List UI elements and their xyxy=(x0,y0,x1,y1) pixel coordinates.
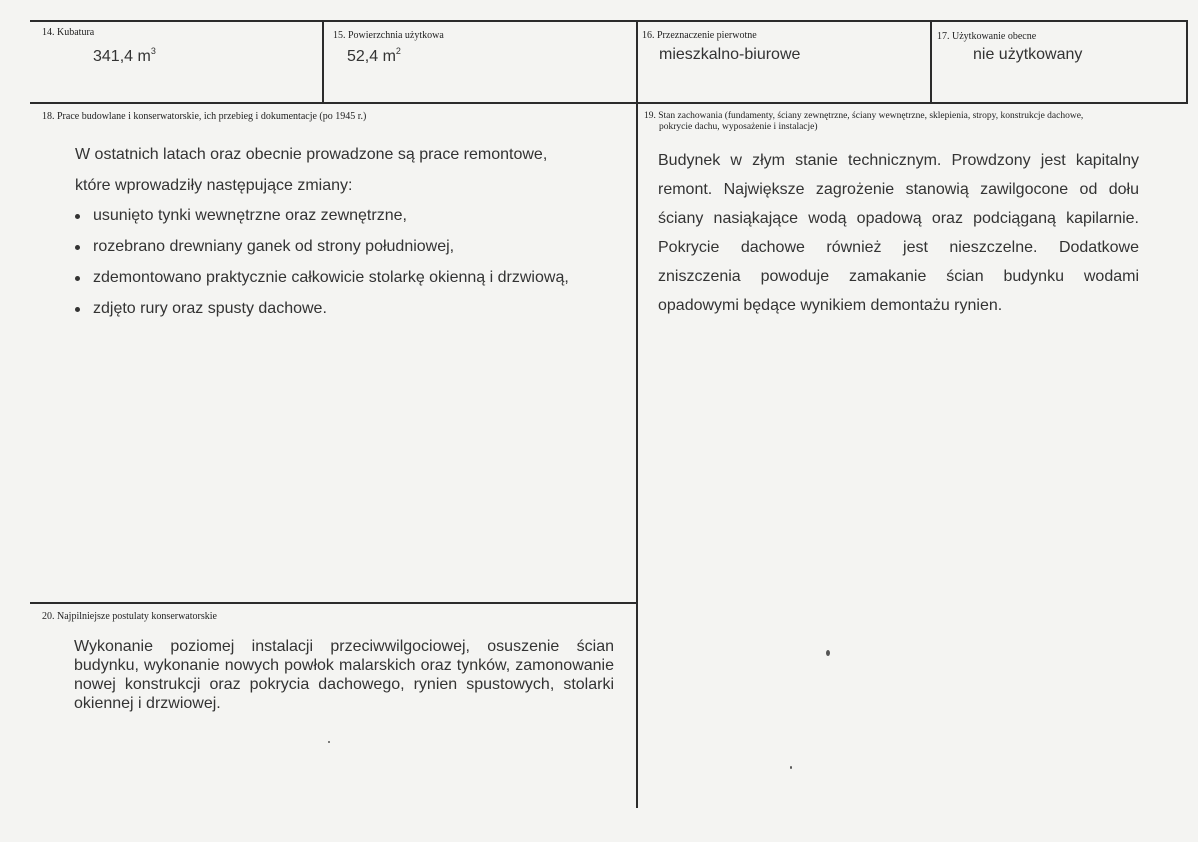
przeznaczenie-value: mieszkalno-biurowe xyxy=(659,46,801,63)
prace-list-item-text: usunięto tynki wewnętrzne oraz zewnętrzne, xyxy=(93,207,407,224)
scan-speck xyxy=(790,766,792,769)
bullet-icon xyxy=(75,214,80,219)
uzytkowanie-label: 17. Użytkowanie obecne xyxy=(937,31,1037,42)
kubatura-label: 14. Kubatura xyxy=(42,27,95,38)
kubatura-value xyxy=(93,46,156,66)
section-20-top-border xyxy=(30,602,638,604)
prace-list xyxy=(73,206,569,330)
stan-text: Budynek w złym stanie technicznym. Prowdzony jest kapitalny remont. Największe zagrożenie stanowią zawilgocone od dołu ściany nasiąkające wodą opadową oraz podciąganą kapilarnie. Pokrycie dachowe również jest nieszczelne. Dodatkowe zniszczenia powoduje zamakanie ścian budynku wodami opadowymi będące wynikiem demontażu rynien. xyxy=(658,152,1139,314)
postulaty-text: Wykonanie poziomej instalacji przeciwwilgociowej, osuszenie ścian budynku, wykonanie nowych powłok malarskich oraz tynków, zamonowanie nowej konstrukcji oraz pokrycia dachowego, rynien spustowych, stolarki okiennej i drzwiowej. xyxy=(74,638,614,712)
prace-list-item-text: zdemontowano praktycznie całkowicie stolarkę okienną i drzwiową, xyxy=(93,269,569,286)
kubatura-number: 341,4 m xyxy=(93,48,151,65)
col-divider-1 xyxy=(322,20,324,104)
stan-label-line-1: 19. Stan zachowania (fundamenty, ściany zewnętrzne, ściany wewnętrzne, sklepienia, stropy, konstrukcje dachowe, xyxy=(644,111,1084,121)
prace-intro-line-2: które wprowadziły następujące zmiany: xyxy=(75,177,353,194)
scan-speck xyxy=(826,650,830,656)
col-divider-3 xyxy=(930,20,932,104)
uzytkowanie-value: nie użytkowany xyxy=(973,46,1083,63)
powierzchnia-label: 15. Powierzchnia użytkowa xyxy=(333,30,444,41)
prace-list-item-text: zdjęto rury oraz spusty dachowe. xyxy=(93,300,327,317)
powierzchnia-exponent: 2 xyxy=(395,46,401,56)
bullet-icon xyxy=(75,276,80,281)
prace-list-item xyxy=(73,299,569,330)
top-border xyxy=(30,20,1186,22)
powierzchnia-value xyxy=(347,46,401,66)
right-border xyxy=(1186,20,1188,104)
prace-label: 18. Prace budowlane i konserwatorskie, ich przebieg i dokumentacje (po 1945 r.) xyxy=(42,111,367,122)
postulaty-label: 20. Najpilniejsze postulaty konserwatorskie xyxy=(42,611,217,622)
kubatura-exponent: 3 xyxy=(150,46,156,56)
prace-list-item-text: rozebrano drewniany ganek od strony południowej, xyxy=(93,238,455,255)
prace-list-item xyxy=(73,237,569,268)
bullet-icon xyxy=(75,245,80,250)
header-row-divider xyxy=(30,102,1186,104)
prace-intro-line-1: W ostatnich latach oraz obecnie prowadzone są prace remontowe, xyxy=(75,146,548,163)
prace-list-item xyxy=(73,206,569,237)
prace-list-item xyxy=(73,268,569,299)
stan-label-line-2: pokrycie dachu, wyposażenie i instalacje) xyxy=(659,122,818,132)
scan-speck xyxy=(328,741,330,743)
col-divider-2 xyxy=(636,20,638,808)
bullet-icon xyxy=(75,307,80,312)
powierzchnia-number: 52,4 m xyxy=(347,48,396,65)
przeznaczenie-label: 16. Przeznaczenie pierwotne xyxy=(642,30,757,41)
